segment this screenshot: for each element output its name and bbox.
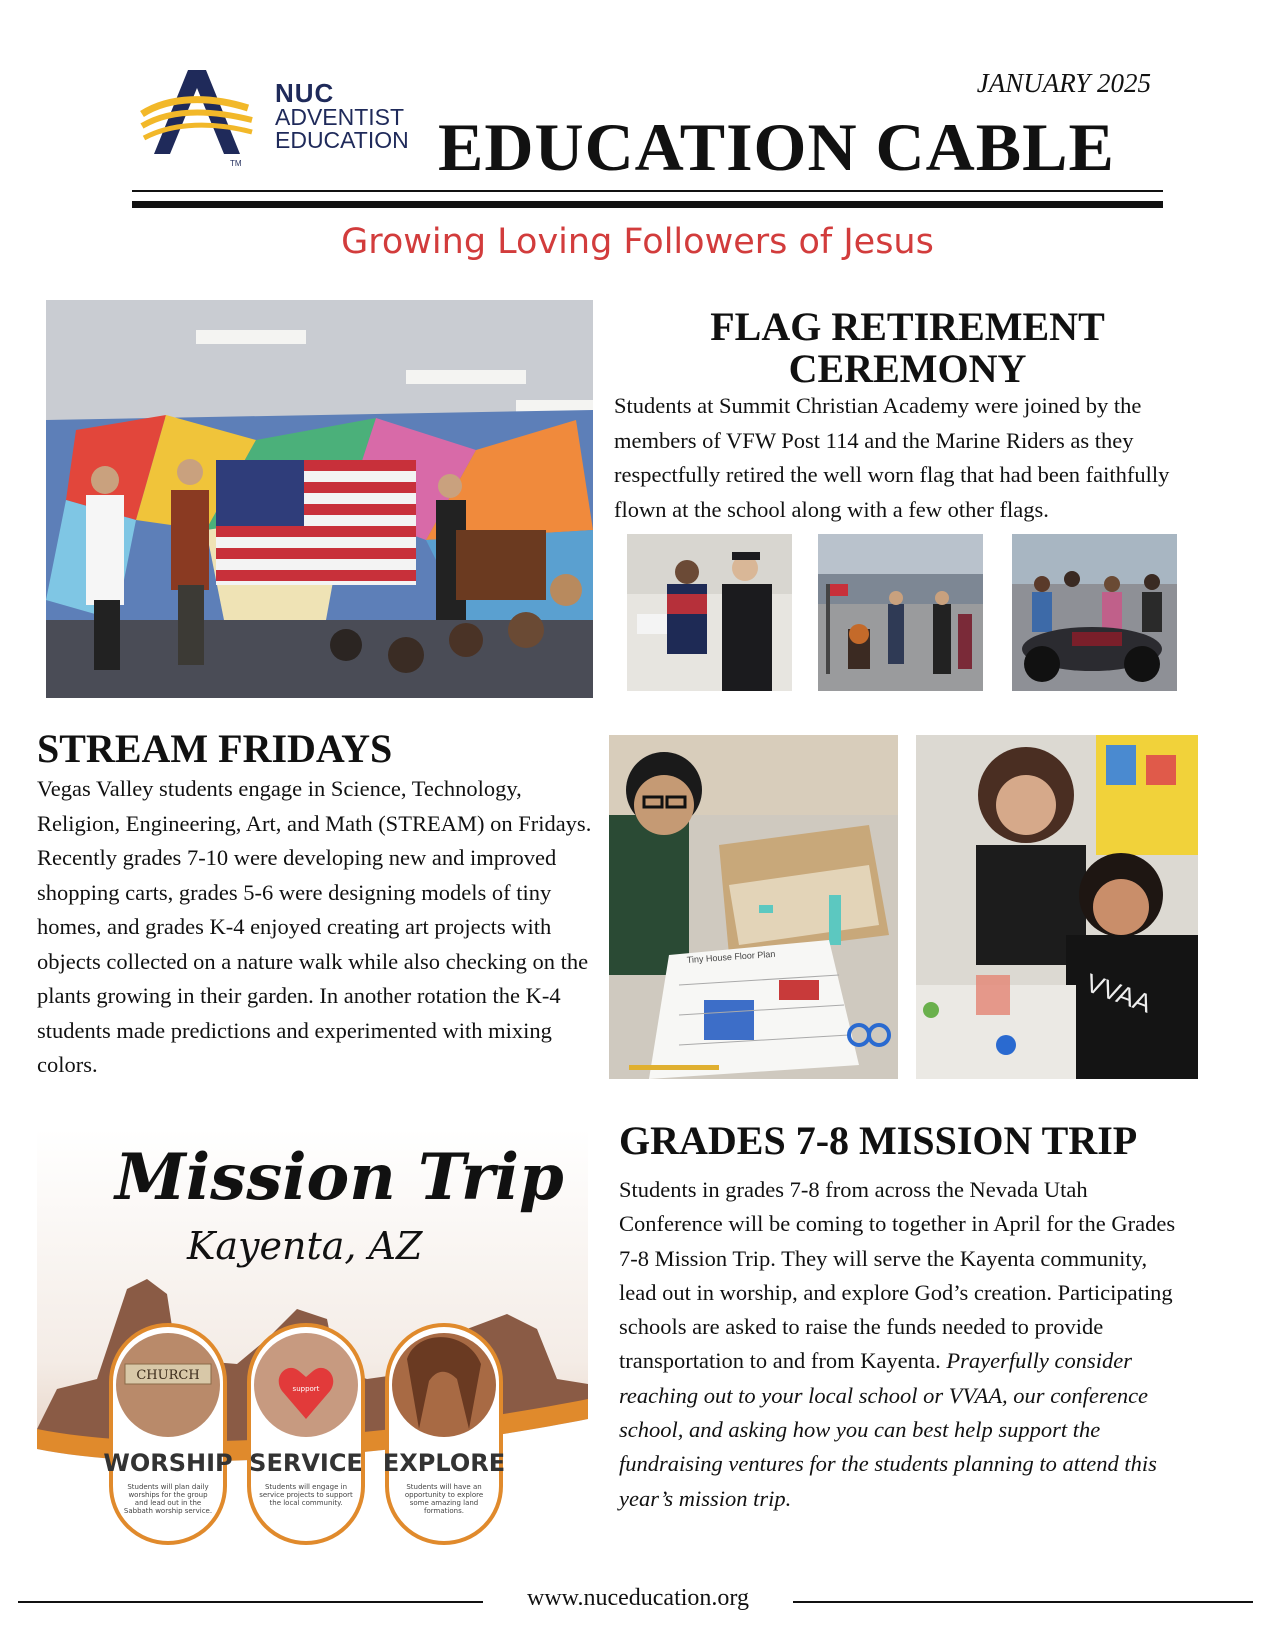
svg-text:SERVICE: SERVICE bbox=[249, 1449, 363, 1477]
svg-text:WORSHIP: WORSHIP bbox=[103, 1449, 233, 1477]
flag-ceremony-photo bbox=[46, 300, 593, 698]
svg-text:support: support bbox=[292, 1385, 320, 1393]
stream-article-title: STREAM FRIDAYS bbox=[37, 726, 393, 771]
flag-article-body: Students at Summit Christian Academy were joined by the members of VFW Post 114 and the Marine Riders as they respectfully retired the well worn flag that had been faithfully flown at the school along with a few other flags. bbox=[614, 393, 1170, 522]
outdoor-ceremony-photo bbox=[818, 534, 983, 691]
header-rule-thick bbox=[132, 201, 1163, 208]
logo-line-adventist: ADVENTIST bbox=[275, 104, 405, 130]
footer-rule-right bbox=[793, 1601, 1253, 1603]
svg-text:Mission Trip: Mission Trip bbox=[115, 1140, 564, 1215]
flag-title-line2: CEREMONY bbox=[788, 346, 1027, 391]
svg-text:CHURCH: CHURCH bbox=[136, 1368, 200, 1383]
footer-rule-left bbox=[18, 1601, 483, 1603]
logo-wordmark bbox=[275, 80, 409, 152]
mission-article-body bbox=[619, 1173, 1189, 1516]
svg-text:EXPLORE: EXPLORE bbox=[382, 1449, 506, 1477]
footer-website-link[interactable]: www.nuceducation.org bbox=[527, 1585, 749, 1611]
logo-line-nuc: NUC bbox=[275, 78, 335, 108]
mission-article-title: GRADES 7-8 MISSION TRIP bbox=[619, 1118, 1138, 1163]
mission-body-plain: Students in grades 7-8 from across the Nevada Utah Conference will be coming to together in April for the Grades 7-8 Mission Trip. They will serve the Kayenta community, lead out in worship, and explore God’s creation. Participating schools are asked to raise the funds needed to provide transportation to and from Kayenta. bbox=[619, 1177, 1176, 1374]
newsletter-title: EDUCATION CABLE bbox=[438, 109, 1115, 185]
mission-trip-poster: Mission Trip Kayenta, AZ CHURCH WORSHIP Students will plan daily worships for the group and lead out in the Sabbath worship service. support SERVICE Students will engage in service projects to support the local community. EXPLORE Students will have an opportunity to explore some amazing land formations. bbox=[37, 1129, 588, 1551]
logo-a-mark-icon bbox=[140, 68, 270, 168]
flag-article-title bbox=[610, 306, 1205, 390]
issue-date: JANUARY 2025 bbox=[976, 68, 1151, 98]
logo-line-education: EDUCATION bbox=[275, 127, 409, 153]
veteran-student-photo bbox=[627, 534, 792, 691]
flag-title-line1: FLAG RETIREMENT bbox=[710, 304, 1105, 349]
header-rule-thin bbox=[132, 190, 1163, 192]
motorcycle-riders-photo bbox=[1012, 534, 1177, 691]
svg-text:TM: TM bbox=[230, 159, 242, 168]
color-mixing-photo bbox=[916, 735, 1198, 1079]
tiny-house-model-photo bbox=[609, 735, 898, 1079]
svg-text:Kayenta, AZ: Kayenta, AZ bbox=[187, 1224, 423, 1268]
svg-text:Tiny House Floor Plan: Tiny House Floor Plan bbox=[686, 948, 776, 965]
svg-text:VVAA: VVAA bbox=[1081, 967, 1156, 1019]
tagline: Growing Loving Followers of Jesus bbox=[341, 222, 934, 262]
mission-body-appeal: Prayerfully consider reaching out to your local school or VVAA, our conference school, and asking how you can best help support the fundraising ventures for the students planning to attend this year’s mission trip. bbox=[619, 1348, 1157, 1511]
stream-article-body: Vegas Valley students engage in Science, Technology, Religion, Engineering, Art, and Math (STREAM) on Fridays. Recently grades 7-10 were developing new and improved shopping carts, grades 5-6 were designing models of tiny homes, and grades K-4 enjoyed creating art projects with objects collected on a nature walk while also checking on the plants growing in their garden. In another rotation the K-4 students made predictions and experimented with mixing colors. bbox=[37, 776, 592, 1077]
